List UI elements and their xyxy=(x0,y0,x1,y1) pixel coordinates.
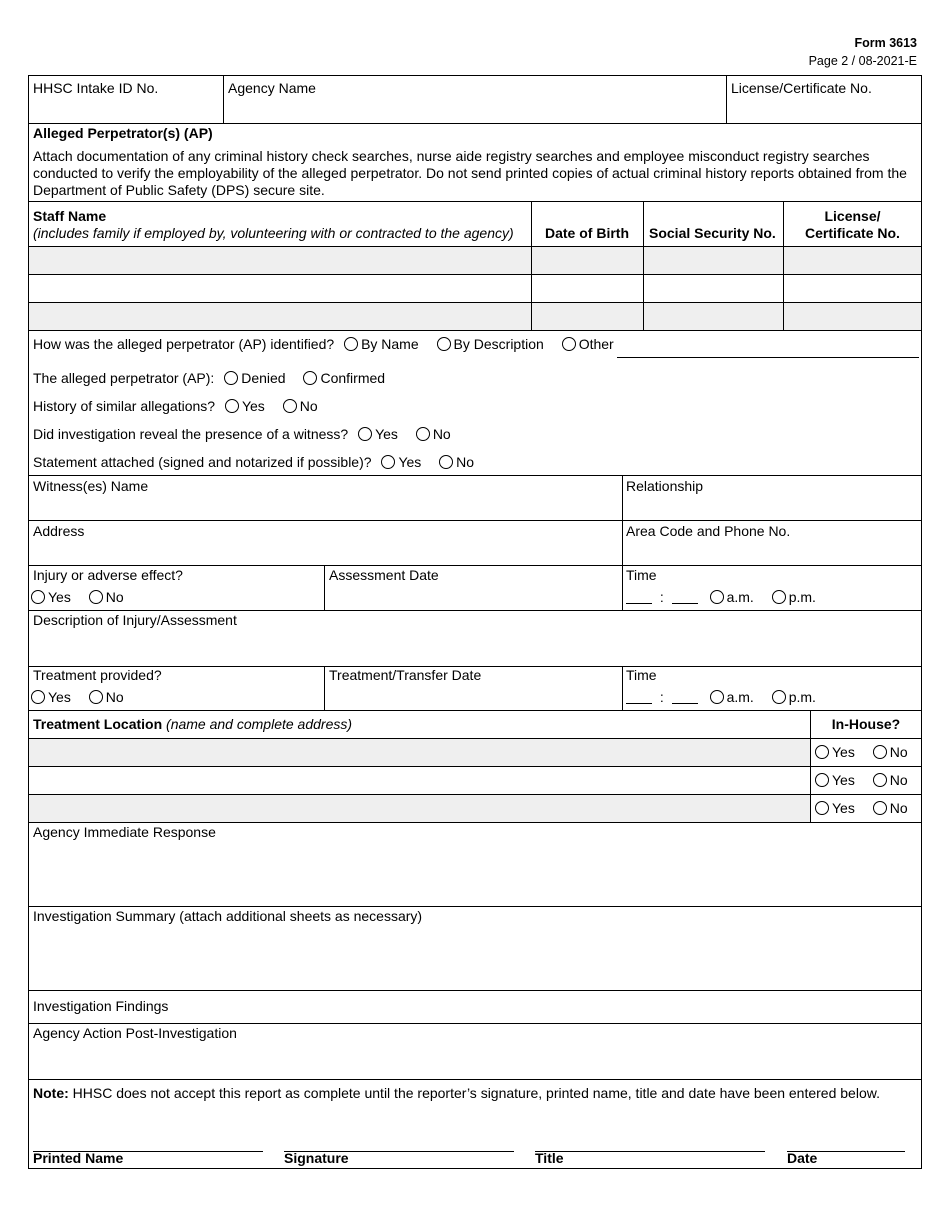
other-radio[interactable] xyxy=(562,337,576,351)
inhouse-1-no-radio[interactable] xyxy=(873,745,887,759)
injury-yes-label: Yes xyxy=(48,589,71,605)
injury-time-group xyxy=(626,589,830,605)
treatment-location-header xyxy=(33,716,352,732)
injury-no-label: No xyxy=(105,589,124,605)
statement-question xyxy=(33,454,488,470)
injury-pm-radio[interactable] xyxy=(772,590,786,604)
license-label: License/Certificate No. xyxy=(731,80,872,96)
dob-header: Date of Birth xyxy=(545,225,629,241)
form-title: Form 3613 xyxy=(854,36,917,50)
other-text-line[interactable] xyxy=(617,357,919,358)
history-no-label: No xyxy=(299,398,318,414)
inhouse-2-no-label: No xyxy=(889,772,908,788)
ap-instructions: Attach documentation of any criminal history check searches, nurse aide registry searches and employee misconduct registry searches conducted to verify the employability of the alleged perpetrator. Do not send printed copies of actual criminal history reports obtained from the Department of Public Safety (DPS) secure site. xyxy=(33,148,907,198)
license-header-line2: Certificate No. xyxy=(805,225,900,241)
treatment-pm-radio[interactable] xyxy=(772,690,786,704)
injury-no-radio[interactable] xyxy=(89,590,103,604)
immediate-response-label: Agency Immediate Response xyxy=(33,824,216,840)
history-label: History of similar allegations? xyxy=(33,398,216,414)
injury-time-colon: : xyxy=(659,589,664,605)
witness-question xyxy=(33,426,465,442)
description-field[interactable] xyxy=(31,629,919,664)
title-label: Title xyxy=(535,1150,564,1166)
assessment-date-label: Assessment Date xyxy=(329,567,439,583)
license-header-line1: License/ xyxy=(824,208,881,224)
inhouse-2-no-radio[interactable] xyxy=(873,773,887,787)
treatment-radio-group xyxy=(31,689,138,705)
post-investigation-field[interactable] xyxy=(31,1042,919,1078)
phone-field[interactable] xyxy=(625,539,919,563)
witness-yes-label: Yes xyxy=(375,426,398,442)
inhouse-row-3 xyxy=(815,800,908,816)
location-row-1[interactable] xyxy=(29,739,810,766)
treatment-location-header-italic: (name and complete address) xyxy=(166,716,353,732)
denied-label: Denied xyxy=(241,370,286,386)
inhouse-row-2 xyxy=(815,772,908,788)
inhouse-3-no-label: No xyxy=(889,800,908,816)
treatment-minute-field[interactable] xyxy=(672,692,698,704)
treatment-yes-radio[interactable] xyxy=(31,690,45,704)
injury-am-label: a.m. xyxy=(726,589,754,605)
treatment-hour-field[interactable] xyxy=(626,692,652,704)
witness-name-label: Witness(es) Name xyxy=(33,478,149,494)
injury-yes-radio[interactable] xyxy=(31,590,45,604)
identified-question xyxy=(33,336,628,352)
title-line[interactable] xyxy=(535,1151,765,1152)
ap-status-label: The alleged perpetrator (AP): xyxy=(33,370,215,386)
form-frame xyxy=(28,75,922,1169)
agency-name-field[interactable] xyxy=(224,94,724,121)
investigation-findings-field[interactable] xyxy=(209,992,919,1022)
inhouse-3-yes-label: Yes xyxy=(832,800,855,816)
inhouse-3-yes-radio[interactable] xyxy=(815,801,829,815)
license-field[interactable] xyxy=(728,94,920,121)
staff-row-3[interactable] xyxy=(29,303,921,330)
immediate-response-field[interactable] xyxy=(31,842,919,904)
inhouse-3-no-radio[interactable] xyxy=(873,801,887,815)
treatment-yes-label: Yes xyxy=(48,689,71,705)
staff-name-header: Staff Name xyxy=(33,208,107,224)
ap-status-question xyxy=(33,370,399,386)
history-yes-radio[interactable] xyxy=(225,399,239,413)
confirmed-label: Confirmed xyxy=(320,370,386,386)
history-yes-label: Yes xyxy=(241,398,265,414)
ap-section-title: Alleged Perpetrator(s) (AP) xyxy=(33,125,213,141)
denied-radio[interactable] xyxy=(224,371,238,385)
staff-row-2[interactable] xyxy=(29,275,921,302)
witness-name-field[interactable] xyxy=(31,494,619,518)
staff-row-1[interactable] xyxy=(29,247,921,274)
identified-label: How was the alleged perpetrator (AP) identified? xyxy=(33,336,335,352)
injury-pm-label: p.m. xyxy=(788,589,816,605)
witness-yes-radio[interactable] xyxy=(358,427,372,441)
investigation-findings-label: Investigation Findings xyxy=(33,998,169,1014)
inhouse-row-1 xyxy=(815,744,908,760)
staff-name-subheader: (includes family if employed by, volunteering with or contracted to the agency) xyxy=(33,225,514,241)
statement-no-label: No xyxy=(456,454,475,470)
injury-radio-group xyxy=(31,589,138,605)
investigation-summary-field[interactable] xyxy=(31,926,919,988)
signature-label: Signature xyxy=(284,1150,349,1166)
by-name-label: By Name xyxy=(361,336,419,352)
other-label: Other xyxy=(578,336,614,352)
page-info: Page 2 / 08-2021-E xyxy=(808,54,917,68)
witness-no-radio[interactable] xyxy=(416,427,430,441)
by-description-radio[interactable] xyxy=(437,337,451,351)
relationship-label: Relationship xyxy=(626,478,704,494)
inhouse-header: In-House? xyxy=(831,716,901,732)
inhouse-2-yes-label: Yes xyxy=(832,772,855,788)
intake-id-field[interactable] xyxy=(31,94,221,121)
description-label: Description of Injury/Assessment xyxy=(33,612,237,628)
treatment-pm-label: p.m. xyxy=(788,689,816,705)
witness-question-label: Did investigation reveal the presence of a witness? xyxy=(33,426,349,442)
injury-minute-field[interactable] xyxy=(672,592,698,604)
inhouse-1-yes-radio[interactable] xyxy=(815,745,829,759)
printed-name-label: Printed Name xyxy=(33,1150,124,1166)
note-body: HHSC does not accept this report as complete until the reporter’s signature, printed name, title and date have been entered below. xyxy=(72,1085,880,1101)
treatment-label: Treatment provided? xyxy=(33,667,162,683)
investigation-summary-label: Investigation Summary (attach additional sheets as necessary) xyxy=(33,908,423,924)
inhouse-2-yes-radio[interactable] xyxy=(815,773,829,787)
location-row-3[interactable] xyxy=(29,795,810,822)
note-text xyxy=(33,1085,880,1101)
treatment-no-label: No xyxy=(105,689,124,705)
address-field[interactable] xyxy=(31,539,619,563)
treatment-am-label: a.m. xyxy=(726,689,754,705)
confirmed-radio[interactable] xyxy=(303,371,317,385)
date-label: Date xyxy=(787,1150,818,1166)
injury-time-label: Time xyxy=(626,567,657,583)
treatment-location-header-bold: Treatment Location xyxy=(33,716,163,732)
treatment-am-radio[interactable] xyxy=(710,690,724,704)
by-name-radio[interactable] xyxy=(344,337,358,351)
transfer-date-label: Treatment/Transfer Date xyxy=(329,667,482,683)
history-no-radio[interactable] xyxy=(283,399,297,413)
inhouse-1-yes-label: Yes xyxy=(832,744,855,760)
inhouse-1-no-label: No xyxy=(889,744,908,760)
transfer-date-field[interactable] xyxy=(327,684,619,708)
form-header xyxy=(809,34,917,70)
treatment-time-colon: : xyxy=(659,689,664,705)
statement-label: Statement attached (signed and notarized if possible)? xyxy=(33,454,372,470)
note-bold: Note: xyxy=(33,1085,69,1101)
statement-yes-radio[interactable] xyxy=(381,455,395,469)
statement-no-radio[interactable] xyxy=(439,455,453,469)
statement-yes-label: Yes xyxy=(398,454,422,470)
intake-id-label: HHSC Intake ID No. xyxy=(33,80,159,96)
relationship-field[interactable] xyxy=(625,494,919,518)
location-row-2[interactable] xyxy=(29,767,810,794)
injury-label: Injury or adverse effect? xyxy=(33,567,183,583)
address-label: Address xyxy=(33,523,85,539)
treatment-no-radio[interactable] xyxy=(89,690,103,704)
agency-name-label: Agency Name xyxy=(228,80,316,96)
history-question xyxy=(33,398,332,414)
phone-label: Area Code and Phone No. xyxy=(626,523,791,539)
injury-hour-field[interactable] xyxy=(626,592,652,604)
ssn-header: Social Security No. xyxy=(649,225,776,241)
treatment-time-group xyxy=(626,689,830,705)
treatment-time-label: Time xyxy=(626,667,657,683)
injury-am-radio[interactable] xyxy=(710,590,724,604)
by-description-label: By Description xyxy=(453,336,544,352)
post-investigation-label: Agency Action Post-Investigation xyxy=(33,1025,237,1041)
witness-no-label: No xyxy=(432,426,451,442)
assessment-date-field[interactable] xyxy=(327,584,619,608)
